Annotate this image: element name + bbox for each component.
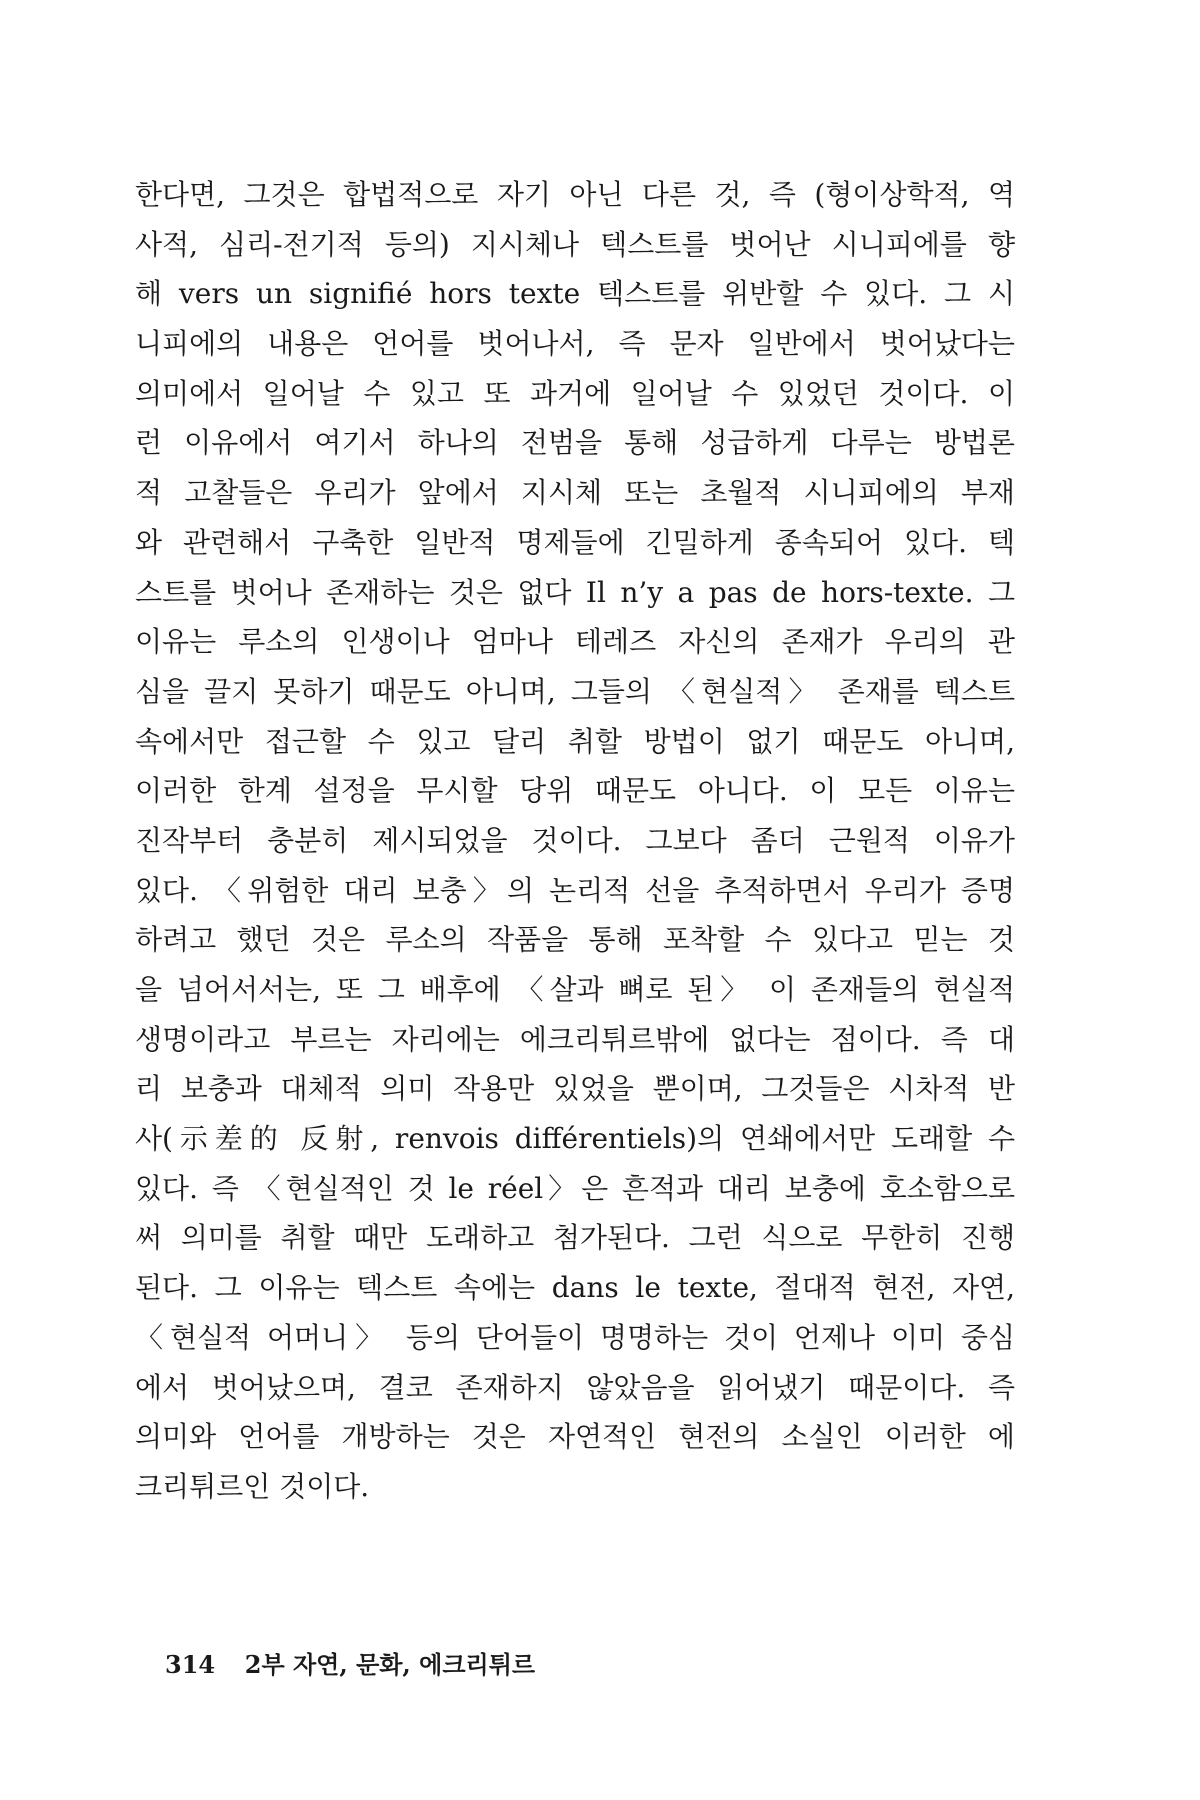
text-line: 사적, 심리-전기적 등의) 지시체나 텍스트를 벗어난 시니피에를 향 xyxy=(135,227,1015,261)
text-line: 의미와 언어를 개방하는 것은 자연적인 현전의 소실인 이러한 에 xyxy=(135,1420,1015,1454)
text-line: 하려고 했던 것은 루소의 작품을 통해 포착할 수 있다고 믿는 것 xyxy=(135,923,1015,957)
text-line: 한다면, 그것은 합법적으로 자기 아닌 다른 것, 즉 (형이상학적, 역 xyxy=(135,178,1015,211)
text-line: 생명이라고 부르는 자리에는 에크리튀르밖에 없다는 점이다. 즉 대 xyxy=(135,1022,1015,1056)
text-line: 있다. 즉 〈현실적인 것 le réel〉은 흔적과 대리 보충에 호소함으로 xyxy=(135,1171,1015,1205)
text-line: 니피에의 내용은 언어를 벗어나서, 즉 문자 일반에서 벗어났다는 xyxy=(135,327,1015,361)
text-line: 리 보충과 대체적 의미 작용만 있었을 뿐이며, 그것들은 시차적 반 xyxy=(135,1072,1015,1106)
text-line: 의미에서 일어날 수 있고 또 과거에 일어날 수 있었던 것이다. 이 xyxy=(135,376,1015,410)
text-line: 심을 끌지 못하기 때문도 아니며, 그들의 〈현실적〉 존재를 텍스트 xyxy=(135,674,1015,708)
text-line: 해 vers un signifié hors texte 텍스트를 위반할 수 있다. 그 시 xyxy=(135,277,1015,311)
running-head: 2부 자연, 문화, 에크리튀르 xyxy=(244,1650,536,1679)
text-line: 사(示差的 反射, renvois différentiels)의 연쇄에서만 도래할 수 xyxy=(135,1122,1015,1156)
text-line: 써 의미를 취할 때만 도래하고 첨가된다. 그런 식으로 무한히 진행 xyxy=(135,1221,1015,1255)
text-line: 런 이유에서 여기서 하나의 전범을 통해 성급하게 다루는 방법론 xyxy=(135,426,1015,460)
text-line: 이유는 루소의 인생이나 엄마나 테레즈 자신의 존재가 우리의 관 xyxy=(135,625,1015,659)
text-line: 있다. 〈위험한 대리 보충〉의 논리적 선을 추적하면서 우리가 증명 xyxy=(135,873,1015,907)
page-number: 314 xyxy=(165,1650,216,1679)
text-line: 스트를 벗어나 존재하는 것은 없다 Il n’y a pas de hors-texte. 그 xyxy=(135,575,1015,609)
page-footer xyxy=(165,1650,535,1680)
text-line: 크리튀르인 것이다. xyxy=(135,1469,370,1503)
body-text xyxy=(135,170,1015,1512)
text-line: 속에서만 접근할 수 있고 달리 취할 방법이 없기 때문도 아니며, xyxy=(135,724,1015,758)
text-line: 진작부터 충분히 제시되었을 것이다. 그보다 좀더 근원적 이유가 xyxy=(135,823,1015,857)
text-line: 된다. 그 이유는 텍스트 속에는 dans le texte, 절대적 현전, 자연, xyxy=(135,1271,1015,1305)
text-line: 에서 벗어났으며, 결코 존재하지 않았음을 읽어냈기 때문이다. 즉 xyxy=(135,1370,1015,1404)
text-line: 이러한 한계 설정을 무시할 당위 때문도 아니다. 이 모든 이유는 xyxy=(135,774,1015,808)
text-line: 와 관련해서 구축한 일반적 명제들에 긴밀하게 종속되어 있다. 텍 xyxy=(135,525,1015,559)
text-line: 〈현실적 어머니〉 등의 단어들이 명명하는 것이 언제나 이미 중심 xyxy=(135,1320,1015,1354)
text-line: 적 고찰들은 우리가 앞에서 지시체 또는 초월적 시니피에의 부재 xyxy=(135,476,1015,510)
text-line: 을 넘어서서는, 또 그 배후에 〈살과 뼈로 된〉 이 존재들의 현실적 xyxy=(135,973,1015,1006)
